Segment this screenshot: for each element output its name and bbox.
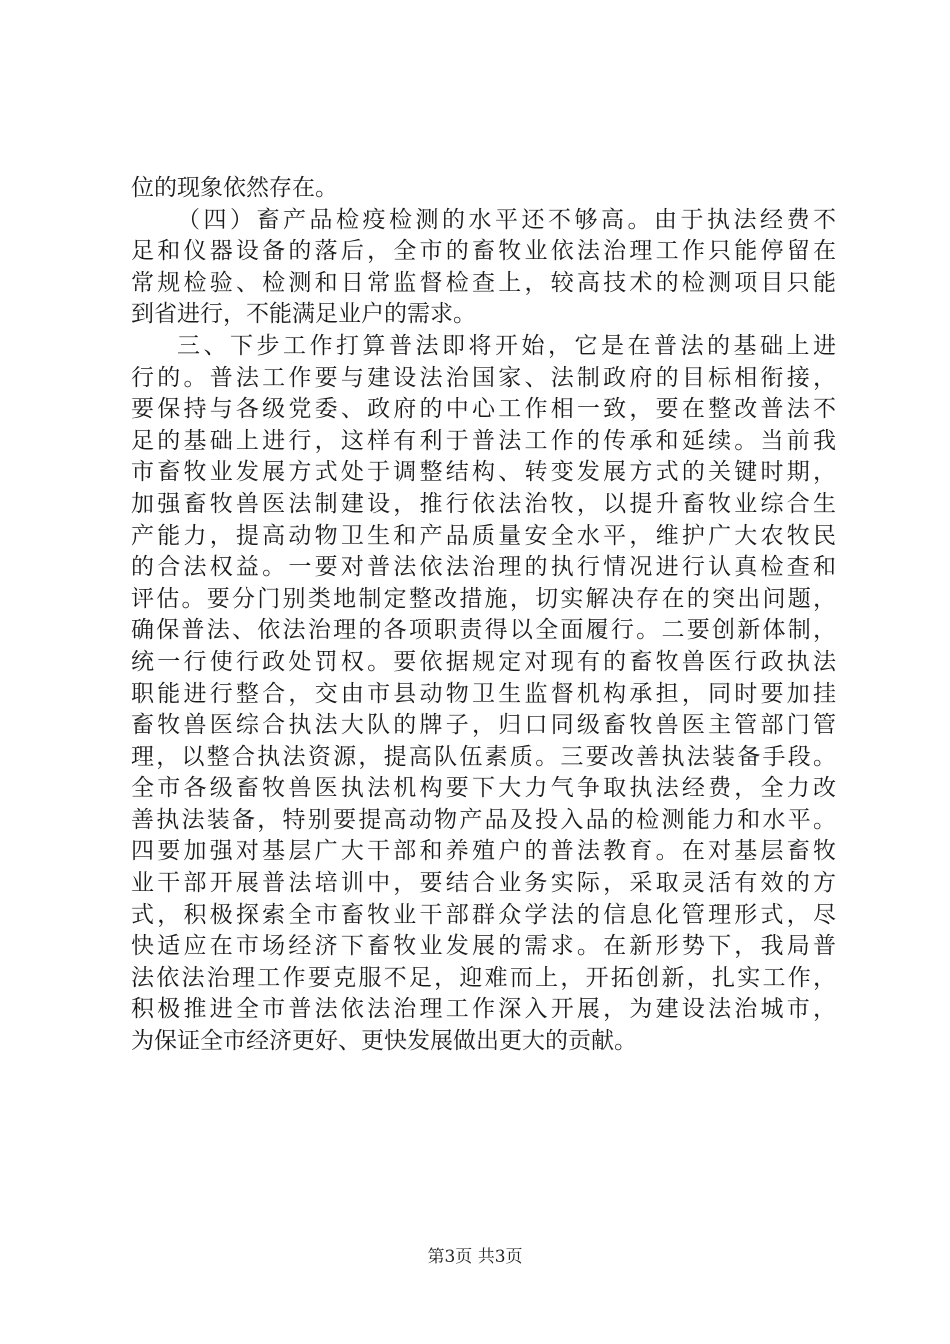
text-line: 畜牧兽医综合执法大队的牌子，归口同级畜牧兽医主管部门管 — [131, 712, 836, 739]
text-line: 位的现象依然存在。 — [131, 175, 338, 201]
text-line: 行的。普法工作要与建设法治国家、法制政府的目标相衔接， — [131, 364, 836, 391]
text-line: 评估。要分门别类地制定整改措施，切实解决存在的突出问题， — [131, 585, 836, 612]
text-line: 职能进行整合，交由市县动物卫生监督机构承担，同时要加挂 — [131, 680, 836, 707]
text-line: 统一行使行政处罚权。要依据规定对现有的畜牧兽医行政执法 — [131, 648, 836, 675]
document-body — [131, 173, 836, 1058]
text-line: 法依法治理工作要克服不足，迎难而上，开拓创新，扎实工作， — [131, 964, 836, 991]
text-line: 业干部开展普法培训中，要结合业务实际，采取灵活有效的方 — [131, 870, 836, 897]
text-line: 常规检验、检测和日常监督检查上，较高技术的检测项目只能 — [131, 269, 836, 296]
text-line: 足和仪器设备的落后，全市的畜牧业依法治理工作只能停留在 — [131, 238, 836, 265]
text-line: 足的基础上进行，这样有利于普法工作的传承和延续。当前我 — [131, 427, 836, 454]
text-line: 要保持与各级党委、政府的中心工作相一致，要在整改普法不 — [131, 396, 836, 423]
text-line: 市畜牧业发展方式处于调整结构、转变发展方式的关键时期， — [131, 459, 836, 486]
text-line: 的合法权益。一要对普法依法治理的执行情况进行认真检查和 — [131, 554, 836, 581]
text-line: （四）畜产品检疫检测的水平还不够高。由于执法经费不 — [177, 206, 836, 233]
text-line: 为保证全市经济更好、更快发展做出更大的贡献。 — [131, 1028, 637, 1055]
text-line: 积极推进全市普法依法治理工作深入开展，为建设法治城市， — [131, 996, 836, 1023]
text-line: 到省进行，不能满足业户的需求。 — [131, 301, 476, 328]
page-number-footer: 第3页 共3页 — [427, 1247, 523, 1267]
text-line: 产能力，提高动物卫生和产品质量安全水平，维护广大农牧民 — [131, 522, 836, 549]
text-line: 理，以整合执法资源，提高队伍素质。三要改善执法装备手段。 — [131, 743, 836, 770]
text-line: 四要加强对基层广大干部和养殖户的普法教育。在对基层畜牧 — [131, 838, 836, 865]
text-line: 全市各级畜牧兽医执法机构要下大力气争取执法经费，全力改 — [131, 775, 836, 802]
text-line: 式，积极探索全市畜牧业干部群众学法的信息化管理形式，尽 — [131, 901, 836, 928]
text-line: 确保普法、依法治理的各项职责得以全面履行。二要创新体制， — [131, 617, 836, 644]
text-line: 加强畜牧兽医法制建设，推行依法治牧，以提升畜牧业综合生 — [131, 490, 836, 517]
text-line: 快适应在市场经济下畜牧业发展的需求。在新形势下，我局普 — [131, 933, 836, 960]
text-line: 三、下步工作打算普法即将开始，它是在普法的基础上进 — [177, 332, 836, 359]
text-line: 善执法装备，特别要提高动物产品及投入品的检测能力和水平。 — [131, 806, 836, 833]
